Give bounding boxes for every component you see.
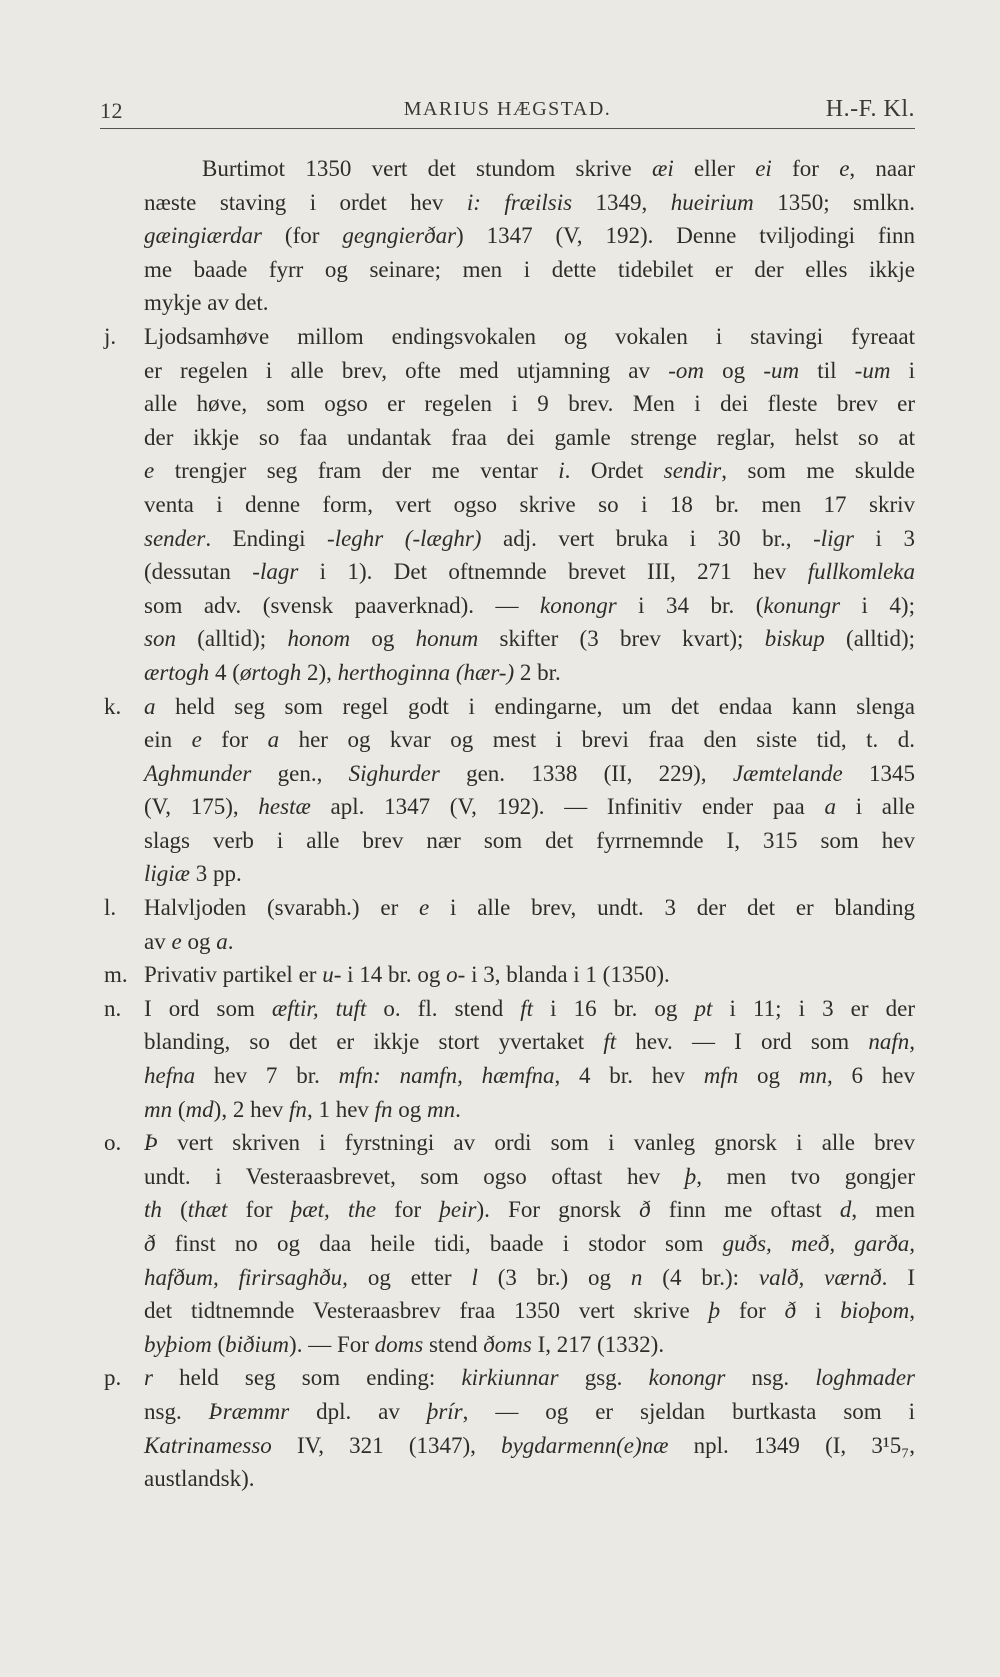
text-line bbox=[100, 589, 915, 623]
line-text: næste staving i ordet hev i: fræilsis 1349, hueirium 1350; smlkn. bbox=[144, 189, 915, 215]
text-line bbox=[100, 1328, 915, 1362]
line-text: (V, 175), hestæ apl. 1347 (V, 192). — Infinitiv ender paa a i alle bbox=[144, 794, 915, 820]
text-line bbox=[100, 320, 915, 354]
text-line bbox=[100, 757, 915, 791]
line-text: der ikkje so faa undantak fraa dei gamle strenge reglar, helst so at bbox=[144, 424, 915, 450]
text-line bbox=[100, 454, 915, 488]
line-text: hefna hev 7 br. mfn: namfn, hæmfna, 4 br. hev mfn og mn, 6 hev bbox=[144, 1063, 915, 1089]
running-title: MARIUS HÆGSTAD. bbox=[403, 98, 612, 120]
text-line bbox=[100, 790, 915, 824]
text-line bbox=[100, 1227, 915, 1261]
text-line bbox=[100, 286, 915, 320]
text-line bbox=[100, 1193, 915, 1227]
text-line bbox=[100, 925, 915, 959]
line-text: r held seg som ending: kirkiunnar gsg. konongr nsg. loghmader bbox=[144, 1365, 916, 1391]
section-class: H.-F. Kl. bbox=[825, 96, 915, 122]
text-line bbox=[100, 958, 915, 992]
text-line bbox=[100, 891, 915, 925]
paragraph-label: p. bbox=[104, 1365, 122, 1391]
line-text: son (alltid); honom og honum skifter (3 brev kvart); biskup (alltid); bbox=[144, 626, 916, 652]
line-text: Aghmunder gen., Sighurder gen. 1338 (II, 229), Jæmtelande 1345 bbox=[144, 760, 915, 786]
line-text: Privativ partikel er u- i 14 br. og o- i 3, blanda i 1 (1350). bbox=[144, 962, 670, 988]
paragraph-label: n. bbox=[104, 995, 122, 1021]
paragraph-label: l. bbox=[104, 895, 117, 921]
line-text: I ord som æftir, tuft o. fl. stend ft i 16 br. og pt i 11; i 3 er der bbox=[144, 995, 915, 1021]
text-line bbox=[100, 253, 915, 287]
text-line bbox=[100, 1126, 915, 1160]
line-text: det tidtnemnde Vesteraasbrev fraa 1350 vert skrive þ for ð i bioþom, bbox=[144, 1298, 915, 1324]
text-line bbox=[100, 1059, 915, 1093]
text-line bbox=[100, 186, 915, 220]
line-text: byþiom (biðium). — For doms stend ðoms I, 217 (1332). bbox=[144, 1331, 665, 1357]
text-line bbox=[100, 690, 915, 724]
paragraph-label: k. bbox=[104, 693, 122, 719]
line-text: gæingiærdar (for gegngierðar) 1347 (V, 192). Denne tviljodingi finn bbox=[144, 223, 915, 249]
page-number: 12 bbox=[100, 98, 123, 123]
text-line bbox=[100, 622, 915, 656]
line-text: ærtogh 4 (ørtogh 2), herthoginna (hær-) 2 br. bbox=[144, 659, 561, 685]
paragraph-label: j. bbox=[104, 323, 117, 349]
body-text bbox=[100, 152, 915, 1496]
line-text: Ljodsamhøve millom endingsvokalen og vokalen i stavingi fyreaat bbox=[144, 323, 915, 349]
line-text: Þ vert skriven i fyrstningi av ordi som i vanleg gnorsk i alle brev bbox=[144, 1130, 915, 1156]
line-text: som adv. (svensk paaverknad). — konongr i 34 br. (konungr i 4); bbox=[144, 592, 915, 618]
text-line bbox=[100, 1395, 915, 1429]
line-text: ð finst no og daa heile tidi, baade i stodor som guðs, með, garða, bbox=[144, 1231, 915, 1256]
text-line bbox=[100, 723, 915, 757]
text-line bbox=[100, 488, 915, 522]
line-text: e trengjer seg fram der me ventar i. Ordet sendir, som me skulde bbox=[144, 458, 915, 484]
line-text: (dessutan -lagr i 1). Det oftnemnde brevet III, 271 hev fullkomleka bbox=[144, 559, 915, 585]
text-line bbox=[100, 354, 915, 388]
text-line bbox=[100, 219, 915, 253]
header-rule bbox=[100, 128, 915, 129]
line-text: nsg. Þræmmr dpl. av þrír, — og er sjeldan burtkasta som i bbox=[144, 1398, 915, 1424]
text-line bbox=[100, 555, 915, 589]
line-text: av e og a. bbox=[144, 928, 234, 954]
line-text: undt. i Vesteraasbrevet, som ogso oftast hev þ, men tvo gongjer bbox=[144, 1163, 915, 1189]
line-text: blanding, so det er ikkje stort yvertaket ft hev. — I ord som nafn, bbox=[144, 1029, 916, 1055]
line-text: Katrinamesso IV, 321 (1347), bygdarmenn(e)næ npl. 1349 (I, 3¹5₇, bbox=[144, 1432, 915, 1458]
line-text: me baade fyrr og seinare; men i dette tidebilet er der elles ikkje bbox=[144, 256, 915, 282]
line-text: mn (md), 2 hev fn, 1 hev fn og mn. bbox=[144, 1096, 461, 1122]
text-line bbox=[100, 522, 915, 556]
text-line bbox=[100, 1093, 915, 1127]
line-text: er regelen i alle brev, ofte med utjamning av -om og -um til -um i bbox=[144, 357, 916, 383]
line-text: slags verb i alle brev nær som det fyrrnemnde I, 315 som hev bbox=[144, 827, 915, 853]
page-header bbox=[100, 88, 915, 128]
text-line bbox=[100, 824, 915, 858]
text-line bbox=[100, 1160, 915, 1194]
text-line bbox=[100, 1361, 915, 1395]
text-line bbox=[100, 1261, 915, 1295]
text-line bbox=[100, 656, 915, 690]
text-line bbox=[100, 1429, 915, 1463]
line-text: mykje av det. bbox=[144, 290, 269, 316]
line-text: sender. Endingi -leghr (-læghr) adj. vert bruka i 30 br., -ligr i 3 bbox=[144, 525, 915, 551]
line-text: Burtimot 1350 vert det stundom skrive æi eller ei for e, naar bbox=[202, 156, 916, 181]
text-line bbox=[100, 1025, 915, 1059]
line-text: hafðum, firirsaghðu, og etter l (3 br.) og n (4 br.): valð, værnð. I bbox=[144, 1264, 915, 1290]
line-text: ligiæ 3 pp. bbox=[144, 861, 242, 887]
text-line bbox=[100, 1462, 915, 1496]
text-line bbox=[100, 152, 915, 186]
text-line bbox=[100, 421, 915, 455]
text-line bbox=[100, 1294, 915, 1328]
line-text: a held seg som regel godt i endingarne, um det endaa kann slenga bbox=[144, 693, 915, 719]
line-text: austlandsk). bbox=[144, 1466, 255, 1492]
line-text: th (thæt for þæt, the for þeir). For gnorsk ð finn me oftast d, men bbox=[144, 1197, 915, 1223]
paragraph-label: m. bbox=[104, 962, 128, 988]
text-line bbox=[100, 992, 915, 1026]
text-line bbox=[100, 387, 915, 421]
paragraph-label: o. bbox=[104, 1130, 122, 1156]
line-text: venta i denne form, vert ogso skrive so i 18 br. men 17 skriv bbox=[144, 491, 915, 517]
text-line bbox=[100, 857, 915, 891]
line-text: Halvljoden (svarabh.) er e i alle brev, undt. 3 der det er blanding bbox=[144, 895, 915, 921]
line-text: alle høve, som ogso er regelen i 9 brev. Men i dei fleste brev er bbox=[144, 391, 915, 417]
line-text: ein e for a her og kvar og mest i brevi fraa den siste tid, t. d. bbox=[144, 727, 915, 753]
